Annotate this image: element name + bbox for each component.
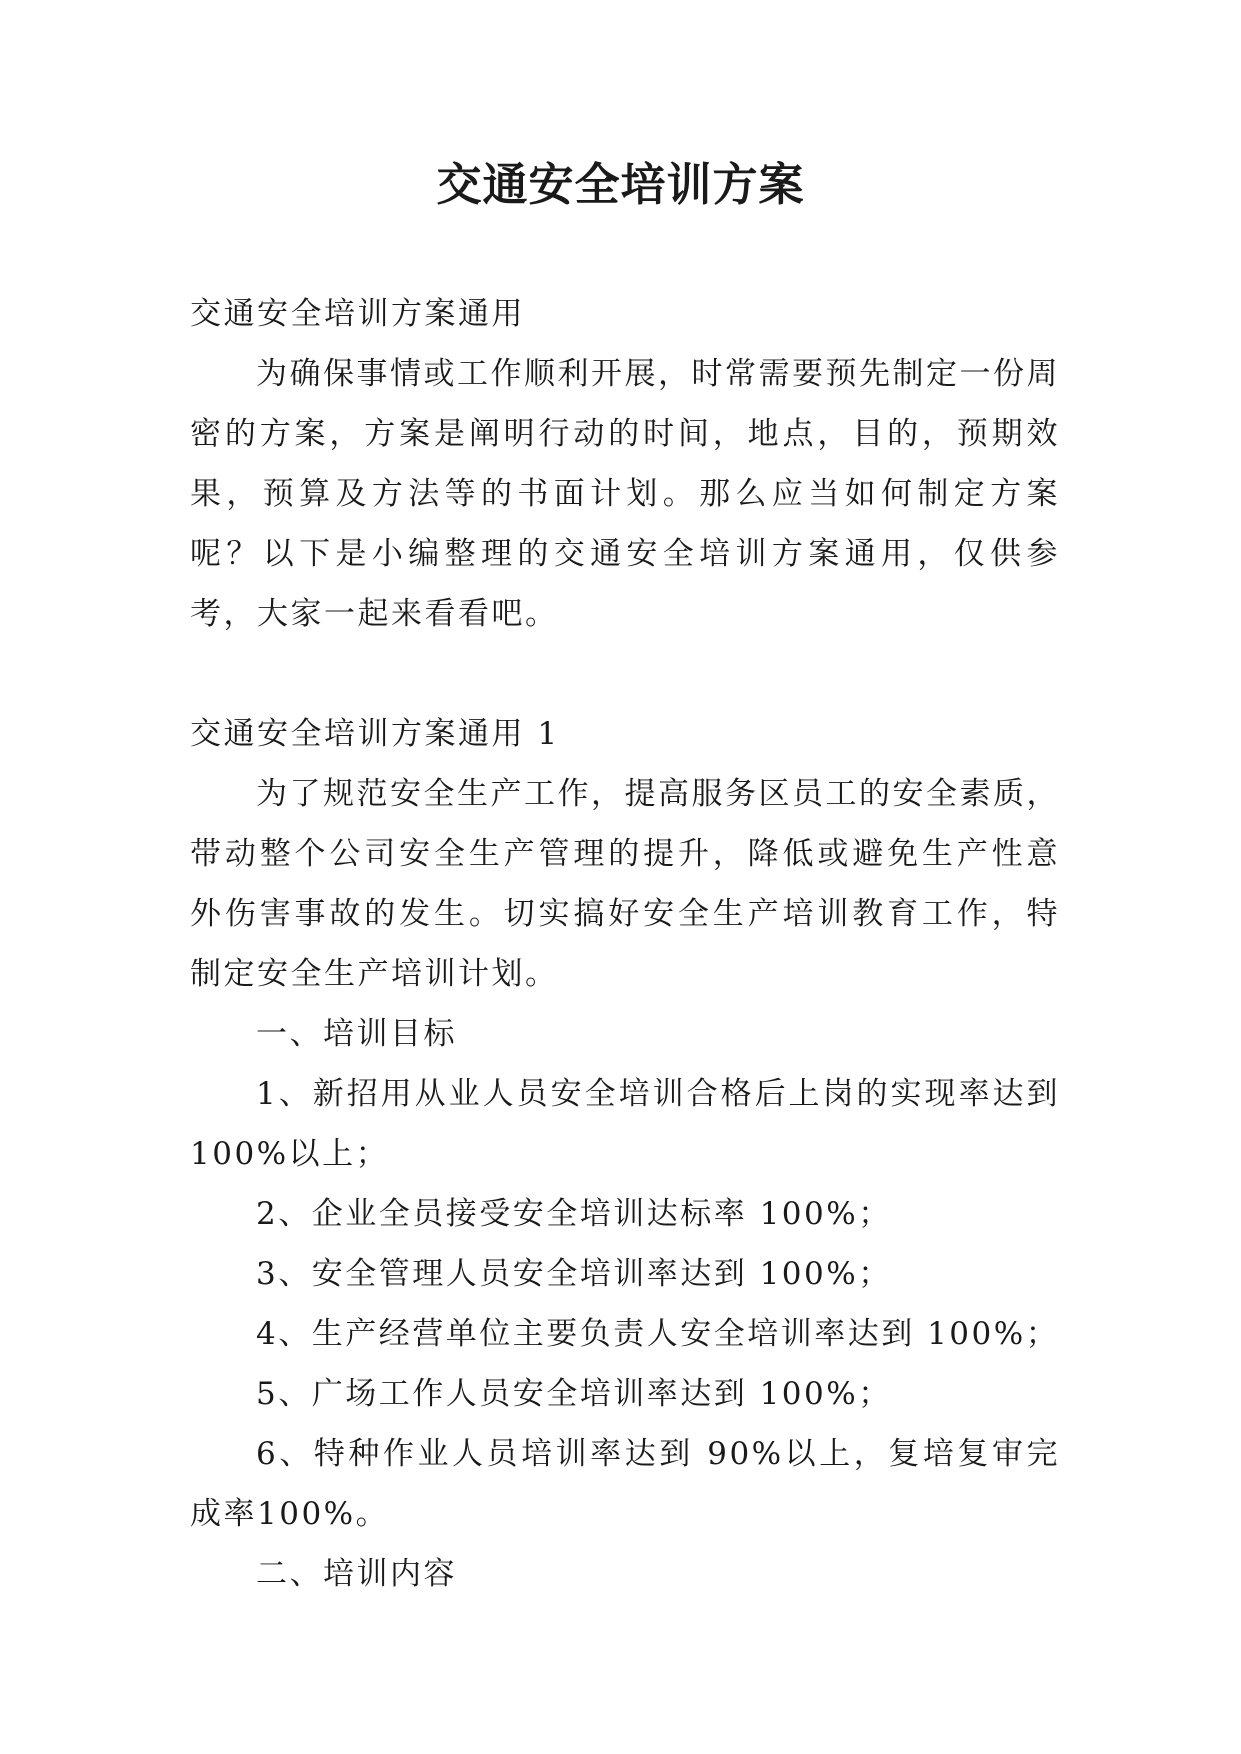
document-title: 交通安全培训方案 (436, 158, 805, 211)
part-heading-content: 二、培训内容 (256, 1556, 457, 1592)
part-heading-goals: 一、培训目标 (256, 1016, 457, 1052)
intro-paragraph: 为确保事情或工作顺利开展，时常需要预先制定一份周密的方案，方案是阐明行动的时间，地点，目的，预期效果，预算及方法等的书面计划。那么应当如何制定方案呢？以下是小编整理的交通安全培训方案通用，仅供参考，大家一起来看看吧。 (190, 356, 1060, 632)
goal-item: 2、企业全员接受安全培训达标率 100%； (256, 1196, 892, 1232)
section-paragraph: 为了规范安全生产工作，提高服务区员工的安全素质，带动整个公司安全生产管理的提升，降低或避免生产性意外伤害事故的发生。切实搞好安全生产培训教育工作，特制定安全生产培训计划。 (190, 776, 1060, 992)
section-heading: 交通安全培训方案通用 1 (190, 716, 560, 752)
goal-item: 3、安全管理人员安全培训率达到 100%； (256, 1256, 892, 1292)
intro-heading: 交通安全培训方案通用 (190, 296, 525, 332)
goal-item: 6、特种作业人员培训率达到 90%以上，复培复审完成率100%。 (190, 1436, 1060, 1532)
section-spacer (190, 644, 1060, 704)
goal-item: 1、新招用从业人员安全培训合格后上岗的实现率达到100%以上； (190, 1076, 1060, 1172)
document-body (190, 284, 1060, 1604)
goal-item: 5、广场工作人员安全培训率达到 100%； (256, 1376, 892, 1412)
goal-item: 4、生产经营单位主要负责人安全培训率达到 100%； (256, 1316, 1060, 1352)
